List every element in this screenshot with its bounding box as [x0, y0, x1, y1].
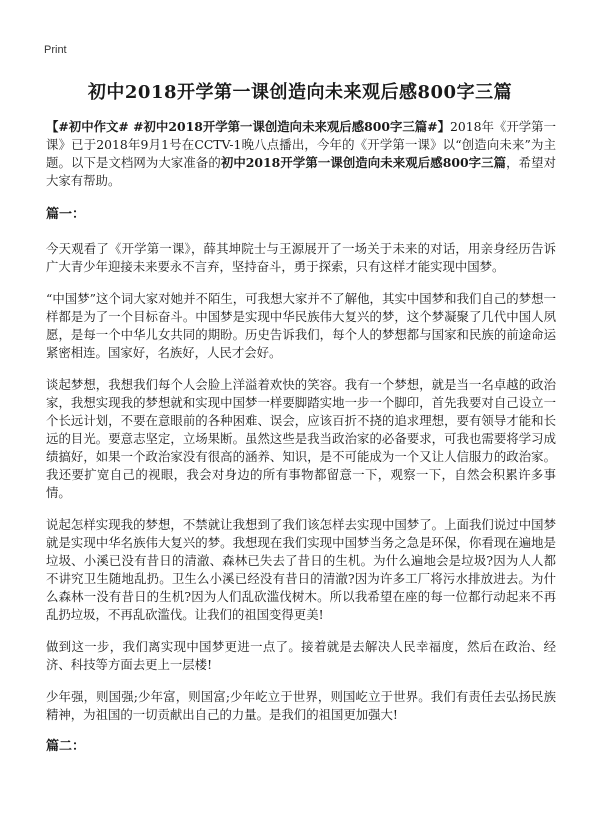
page-title: 初中2018开学第一课创造向未来观后感800字三篇: [87, 82, 513, 103]
paragraph: 说起怎样实现我的梦想，不禁就让我想到了我们该怎样去实现中国梦了。上面我们说过中国梦就是实现中华名族伟大复兴的梦。我想现在我们实现中国梦当务之急是环保，你看现在遍地是垃圾、小溪已没有昔日的清澈、森林已失去了昔日的生机。为什么遍地会是垃圾?因为人人都不讲究卫生随地乱扔。卫生么小溪已经没有昔日的清澈?因为许多工厂将污水排放进去。为什么森林一没有昔日的生机?因为人们乱砍滥伐树木。所以我希望在座的每一位都行动起来不再乱扔垃圾，不再乱砍滥伐。让我们的祖国变得更美!: [46, 517, 556, 622]
section-heading-2: 篇二：: [46, 739, 86, 754]
article-body: [46, 118, 556, 772]
section-heading-1: 篇一：: [46, 207, 86, 222]
paragraph: 今天观看了《开学第一课》，薛其坤院士与王源展开了一场关于未来的对话，用亲身经历告诉广大青少年迎接未来要永不言弃，坚持奋斗，勇于探索，只有这样才能实现中国梦。: [46, 241, 556, 274]
intro-paragraph: [46, 118, 556, 190]
intro-bold-title: 初中2018开学第一课创造向未来观后感800字三篇: [220, 155, 507, 170]
paragraph: 谈起梦想，我想我们每个人会脸上洋溢着欢快的笑容。我有一个梦想，就是当一名卓越的政治家，我想实现我的梦想就和实现中国梦一样要脚踏实地一步一个脚印，首先我要对自己设立一个长远计划，不要在意眼前的各种困难、误会，应该百折不挠的追求理想，要有领导才能和长远的目光。要意志坚定，立场果断。虽然这些是我当政治家的必备要求，可我也需要将学习成绩搞好，如果一个政治家没有很高的涵养、知识，是不可能成为一个又让人信服力的政治家。我还要扩宽自己的视眼，我会对身边的所有事物都留意一下，观察一下，自然会积累许多事情。: [46, 377, 556, 500]
intro-text-2: ，希望对大家有帮助。: [46, 155, 557, 188]
paragraph: “中国梦”这个词大家对她并不陌生，可我想大家并不了解他，其实中国梦和我们自己的梦想一样都是为了一个目标奋斗。中国梦是实现中华民族伟大复兴的梦，这个梦凝聚了几代中国人夙愿，是每一个中华儿女共同的期盼。历史告诉我们，每个人的梦想都与国家和民族的前途命运紧密相连。国家好，名族好，人民才会好。: [46, 291, 556, 360]
paragraph: 少年强，则国强;少年富，则国富;少年屹立于世界，则国屹立于世界。我们有责任去弘扬民族精神，为祖国的一切贡献出自己的力量。是我们的祖国更加强大!: [46, 689, 556, 722]
paragraph: 做到这一步，我们离实现中国梦更进一点了。接着就是去解决人民幸福度，然后在政治、经济、科技等方面去更上一层楼!: [46, 639, 556, 672]
intro-text-1: 2018年《开学第一课》已于2018年9月1号在CCTV-1晚八点播出，今年的《开学第一课》以“创造向未来”为主题。以下是文档网为大家准备的: [46, 119, 556, 170]
print-link[interactable]: Print: [44, 44, 67, 56]
intro-tag: 【#初中作文# #初中2018开学第一课创造向未来观后感800字三篇#】: [46, 119, 451, 134]
